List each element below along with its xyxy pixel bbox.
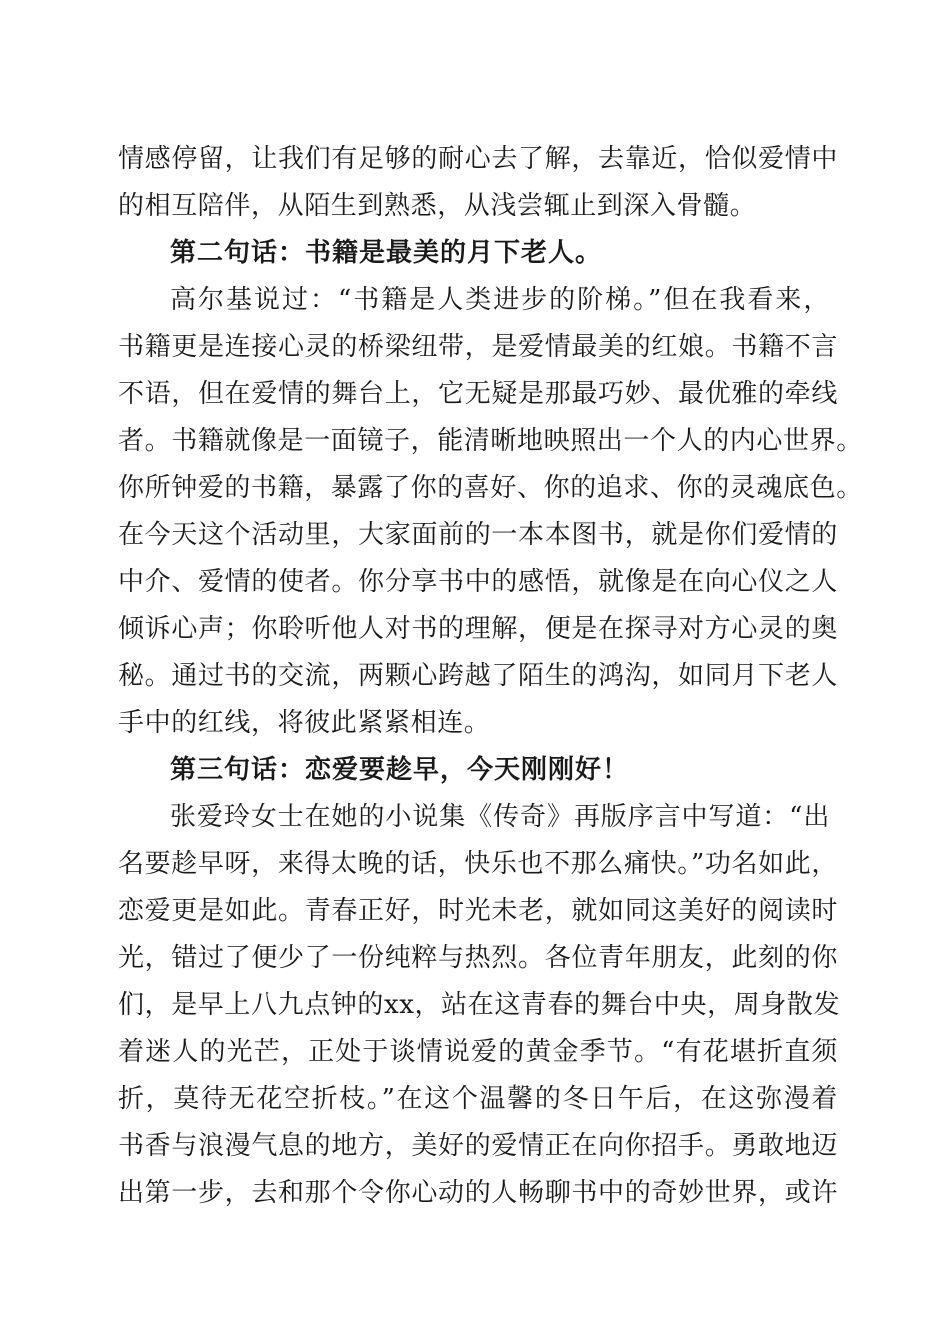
text-line: 中介、爱情的使者。你分享书中的感悟，就像是在向心仪之人 [118, 567, 838, 597]
text-line: 折，莫待无花空折枝。”在这个温馨的冬日午后，在这弥漫着 [118, 1084, 838, 1114]
text-line: 出第一步，去和那个令你心动的人畅聊书中的奇妙世界，或许 [118, 1178, 838, 1208]
text-line: 光，错过了便少了一份纯粹与热烈。各位青年朋友，此刻的你 [118, 943, 838, 973]
text-line: 书籍更是连接心灵的桥梁纽带，是爱情最美的红娘。书籍不言 [118, 332, 838, 362]
section-heading-2: 第二句话：书籍是最美的月下老人。 [170, 238, 603, 268]
text-line: 情感停留，让我们有足够的耐心去了解，去靠近，恰似爱情中 [118, 144, 838, 174]
section-heading-3: 第三句话：恋爱要趁早，今天刚刚好！ [170, 755, 630, 785]
text-line: 的相互陪伴，从陌生到熟悉，从浅尝辄止到深入骨髓。 [118, 191, 757, 221]
paragraph-first-line: 高尔基说过：“书籍是人类进步的阶梯。”但在我看来， [170, 285, 830, 315]
text-line: 不语，但在爱情的舞台上，它无疑是那最巧妙、最优雅的牵线 [118, 379, 838, 409]
paragraph-first-line: 张爱玲女士在她的小说集《传奇》再版序言中写道：“出 [170, 802, 830, 832]
text-line: 在今天这个活动里，大家面前的一本本图书，就是你们爱情的 [118, 520, 838, 550]
text-line: 秘。通过书的交流，两颗心跨越了陌生的鸿沟，如同月下老人 [118, 661, 838, 691]
text-line: 着迷人的光芒，正处于谈情说爱的黄金季节。“有花堪折直须 [118, 1037, 838, 1067]
text-line: 手中的红线，将彼此紧紧相连。 [118, 708, 491, 738]
text-line: 名要趁早呀，来得太晚的话，快乐也不那么痛快。”功名如此， [118, 849, 838, 879]
text-line: 们，是早上八九点钟的xx，站在这青春的舞台中央，周身散发 [118, 990, 841, 1020]
text-line: 恋爱更是如此。青春正好，时光未老，就如同这美好的阅读时 [118, 896, 838, 926]
text-line: 倾诉心声；你聆听他人对书的理解，便是在探寻对方心灵的奥 [118, 614, 838, 644]
text-line: 书香与浪漫气息的地方，美好的爱情正在向你招手。勇敢地迈 [118, 1131, 838, 1161]
text-line: 你所钟爱的书籍，暴露了你的喜好、你的追求、你的灵魂底色。 [118, 473, 863, 503]
text-line: 者。书籍就像是一面镜子，能清晰地映照出一个人的内心世界。 [118, 426, 863, 456]
